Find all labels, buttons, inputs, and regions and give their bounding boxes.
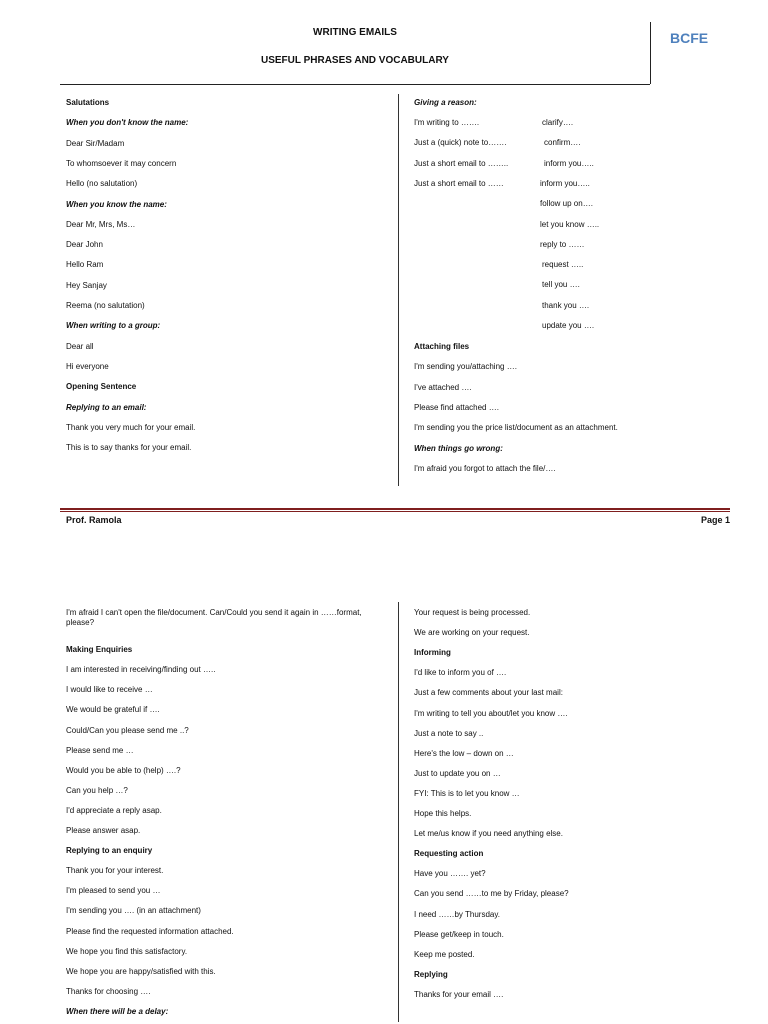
phrase-line: I'm sending you/attaching …. xyxy=(414,362,517,372)
reason-purpose: inform you….. xyxy=(540,178,590,188)
phrase-line: I'm sending you the price list/document as an attachment. xyxy=(414,423,618,433)
phrase-line: Thanks for your email …. xyxy=(414,989,504,999)
document-subtitle: USEFUL PHRASES AND VOCABULARY xyxy=(261,55,449,66)
phrase-line: This is to say thanks for your email. xyxy=(66,443,192,453)
reason-start: I'm writing to ……. xyxy=(414,118,480,127)
reason-start: Just a (quick) note to……. xyxy=(414,138,507,148)
header-divider xyxy=(650,22,651,84)
reason-purpose: thank you …. xyxy=(542,300,590,310)
header-rule xyxy=(60,84,650,85)
section-heading: Making Enquiries xyxy=(66,645,133,655)
phrase-line: Dear John xyxy=(66,240,103,250)
section-heading: Replying xyxy=(414,969,448,979)
reason-purpose: clarify…. xyxy=(542,118,574,127)
phrase-line: Just a few comments about your last mail: xyxy=(414,688,563,698)
phrase-line: Hello Ram xyxy=(66,260,104,270)
section-heading: Requesting action xyxy=(414,849,484,859)
phrase-line: Please find the requested information attached. xyxy=(66,926,234,936)
page1-column-divider xyxy=(398,94,399,486)
phrase-line: Thank you for your interest. xyxy=(66,866,164,876)
phrase-line: I've attached …. xyxy=(414,382,472,392)
phrase-line: We would be grateful if …. xyxy=(66,705,160,715)
phrase-line: Please answer asap. xyxy=(66,826,141,835)
phrase-line: I need ……by Thursday. xyxy=(414,909,500,919)
phrase-line: Please find attached …. xyxy=(414,402,499,412)
reason-purpose: let you know ….. xyxy=(540,219,600,229)
phrase-line: Can you help …? xyxy=(66,785,128,795)
reason-purpose: inform you….. xyxy=(544,158,594,168)
phrase-line: I'm pleased to send you … xyxy=(66,886,161,896)
phrase-line: Thanks for choosing …. xyxy=(66,986,151,996)
reason-purpose: follow up on…. xyxy=(540,199,593,209)
document-title: WRITING EMAILS xyxy=(313,27,397,38)
section-heading: When there will be a delay: xyxy=(66,1006,169,1016)
phrase-line: I'm afraid I can't open the file/document. Can/Could you send it again in ……format, please? xyxy=(66,608,362,627)
phrase-line: Dear all xyxy=(66,341,94,351)
phrase-line: Please send me … xyxy=(66,745,134,755)
page1-right-column xyxy=(414,98,734,488)
page2-left-column xyxy=(66,608,386,1018)
page1-left-column xyxy=(66,98,386,468)
phrase-line: To whomsoever it may concern xyxy=(66,158,177,168)
phrase-line: Hi everyone xyxy=(66,361,109,371)
phrase-line: Hello (no salutation) xyxy=(66,179,138,189)
phrase-line: Can you send ……to me by Friday, please? xyxy=(414,889,569,899)
phrase-line: We hope you find this satisfactory. xyxy=(66,946,188,956)
phrase-line: I would like to receive … xyxy=(66,685,153,695)
phrase-line: Hey Sanjay xyxy=(66,280,107,290)
brand-label: BCFE xyxy=(670,30,709,46)
section-heading: Attaching files xyxy=(414,342,470,351)
section-heading: When things go wrong: xyxy=(414,443,503,453)
reason-purpose: request ….. xyxy=(542,260,584,270)
reason-start: Just a short email to …….. xyxy=(414,158,509,168)
phrase-line: We are working on your request. xyxy=(414,628,530,638)
footer-rule-thin xyxy=(60,511,730,512)
phrase-line: Thank you very much for your email. xyxy=(66,422,196,432)
reason-heading: Giving a reason: xyxy=(414,98,477,107)
phrase-line: Just a note to say .. xyxy=(414,728,484,738)
phrase-line: Keep me posted. xyxy=(414,949,475,959)
phrase-line: Would you be able to (help) ….? xyxy=(66,765,181,775)
reason-purpose: confirm…. xyxy=(544,138,581,148)
page2-right-column xyxy=(414,608,734,1018)
phrase-line: Have you ……. yet? xyxy=(414,869,486,879)
phrase-line: Let me/us know if you need anything else. xyxy=(414,829,563,839)
footer-page-number: Page 1 xyxy=(700,515,730,525)
section-heading: Replying to an email: xyxy=(66,402,147,412)
footer-rule xyxy=(60,508,730,510)
phrase-line: I am interested in receiving/finding out ….. xyxy=(66,665,216,675)
phrase-line: Dear Mr, Mrs, Ms… xyxy=(66,219,136,229)
phrase-line: Could/Can you please send me ..? xyxy=(66,725,189,735)
title-block xyxy=(60,0,650,86)
phrase-line: Please get/keep in touch. xyxy=(414,929,504,939)
section-heading: Informing xyxy=(414,648,451,658)
phrase-line: We hope you are happy/satisfied with this. xyxy=(66,966,216,976)
section-heading: Replying to an enquiry xyxy=(66,846,153,856)
page-header xyxy=(0,0,768,86)
phrase-line: FYI: This is to let you know … xyxy=(414,788,520,798)
phrase-line: I'd like to inform you of …. xyxy=(414,668,507,678)
phrase-line: Reema (no salutation) xyxy=(66,301,145,310)
reason-purpose: update you …. xyxy=(542,321,595,330)
phrase-line: Here's the low – down on … xyxy=(414,748,514,758)
phrase-line: I'm writing to tell you about/let you know …. xyxy=(414,708,568,718)
reason-purpose: reply to …… xyxy=(540,239,585,249)
phrase-line: Hope this helps. xyxy=(414,809,472,818)
reason-purpose: tell you …. xyxy=(542,280,580,290)
page2-column-divider xyxy=(398,602,399,1022)
phrase-line: Dear Sir/Madam xyxy=(66,138,125,148)
section-heading: Opening Sentence xyxy=(66,382,137,392)
phrase-line: Just to update you on … xyxy=(414,768,501,778)
section-heading: Salutations xyxy=(66,98,110,107)
section-heading: When you know the name: xyxy=(66,199,167,209)
phrase-line: I'd appreciate a reply asap. xyxy=(66,805,162,815)
phrase-line: I'm sending you …. (in an attachment) xyxy=(66,906,201,916)
phrase-line: I'm afraid you forgot to attach the file/…. xyxy=(414,463,556,473)
footer-author: Prof. Ramola xyxy=(66,515,122,525)
section-heading: When you don't know the name: xyxy=(66,118,189,128)
reason-start: Just a short email to …… xyxy=(414,178,504,188)
phrase-line: Your request is being processed. xyxy=(414,608,531,617)
section-heading: When writing to a group: xyxy=(66,321,161,331)
